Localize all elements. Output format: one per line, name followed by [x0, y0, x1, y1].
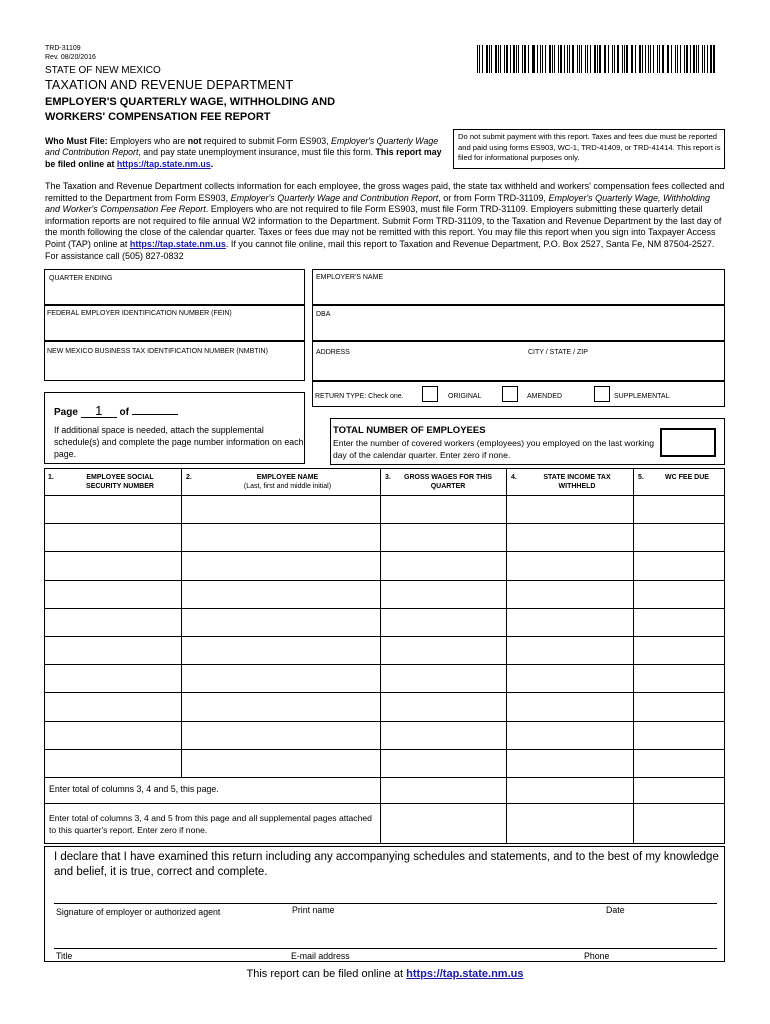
address-field[interactable]	[312, 341, 725, 381]
barcode-bar	[662, 45, 664, 73]
fein-label: FEDERAL EMPLOYER IDENTIFICATION NUMBER (FEIN)	[47, 310, 232, 317]
supplemental-checkbox[interactable]	[594, 386, 610, 402]
barcode-bar	[516, 45, 517, 73]
barcode-bar	[513, 45, 514, 73]
page-box-instructions: If additional space is needed, attach the supplemental schedule(s) and complete the page number information on each page.	[54, 425, 304, 459]
barcode-bar	[579, 45, 580, 73]
table-row-line	[44, 749, 725, 750]
total-employees-title: TOTAL NUMBER OF EMPLOYEES	[333, 425, 486, 436]
intro-text-3: . Employers who are not required to file Form ES903, must file Form TRD-31109. Employers submitting these quarterly detail information reports are not required to file annual W2 information to the Department. Submit Form TRD-31109, to the Taxation and Revenue Department by the last day of the month following the close of the calendar quarter. Taxes or fees due may not be remitted with this report. You may file this report when you sign into Taxpayer Access Point (TAP) online at	[45, 204, 722, 249]
who-must-file-not: not	[187, 136, 202, 146]
intro-text-4: . If you cannot file online, mail this report to Taxation and Revenue Department, P.O. Box 2527, Santa Fe, NM 87504-2527. For assistance call (505) 827-0832	[45, 238, 715, 261]
tap-link[interactable]: https://tap.state.nm.us	[116, 158, 211, 169]
barcode-bar	[549, 45, 551, 73]
form-title-line1: EMPLOYER'S QUARTERLY WAGE, WITHHOLDING AND	[45, 96, 336, 108]
table-row-line	[44, 551, 725, 552]
total-employees-input[interactable]	[660, 428, 716, 457]
barcode-bar	[690, 45, 691, 73]
signature-label: Signature of employer or authorized agent	[56, 907, 221, 917]
signature-line	[54, 903, 717, 904]
who-must-file-text: Employers who are	[107, 136, 188, 146]
barcode-bar	[677, 45, 678, 73]
barcode-bar	[614, 45, 615, 73]
barcode-bar	[545, 45, 546, 73]
who-must-file-label: Who Must File:	[45, 136, 108, 146]
col4-number: 4.	[511, 474, 517, 481]
phone-label: Phone	[584, 951, 610, 961]
page-of-row	[54, 404, 178, 420]
barcode-bar	[631, 45, 632, 73]
col2-header: EMPLOYEE NAME	[256, 474, 319, 481]
barcode-bar	[604, 45, 605, 73]
col3-number: 3.	[385, 474, 391, 481]
total-all-pages-label: Enter total of columns 3, 4 and 5 from this page and all supplemental pages attached to this quarter's report. Enter zero if none.	[49, 813, 372, 835]
page-label: Page	[54, 407, 81, 418]
barcode-bar	[612, 45, 613, 73]
supplemental-label: SUPPLEMENTAL	[614, 393, 670, 400]
es903-form-name: Employer's Quarterly Wage and Contribution Report	[45, 136, 439, 158]
barcode-bar	[577, 45, 578, 73]
barcode-bar	[510, 45, 511, 73]
barcode-bar	[639, 45, 641, 73]
barcode-bar	[599, 45, 600, 73]
page-number-field[interactable]: 1	[81, 404, 117, 418]
footer	[0, 968, 770, 980]
barcode-bar	[479, 45, 480, 73]
barcode-bar	[486, 45, 488, 73]
barcode-bar	[491, 45, 492, 73]
barcode-bar	[680, 45, 681, 73]
table-row-line	[44, 636, 725, 637]
table-row-line	[44, 523, 725, 524]
barcode-bar	[667, 45, 668, 73]
barcode-bar	[675, 45, 676, 73]
barcode-bar	[635, 45, 636, 73]
intro-tap-link[interactable]: https://tap.state.nm.us	[129, 238, 226, 249]
barcode-bar	[698, 45, 699, 73]
print-name-label: Print name	[292, 905, 335, 915]
employer-name-label: EMPLOYER'S NAME	[316, 274, 384, 281]
date-label: Date	[606, 905, 625, 915]
col2-number: 2.	[186, 474, 192, 481]
city-state-zip-label: CITY / STATE / ZIP	[528, 349, 588, 356]
table-row-line	[44, 692, 725, 693]
col5-number: 5.	[638, 474, 644, 481]
who-must-file	[45, 136, 449, 170]
barcode-bar	[564, 45, 565, 73]
barcode-bar	[500, 45, 501, 73]
dba-label: DBA	[316, 311, 331, 318]
barcode-bar	[594, 45, 596, 73]
barcode-bar	[558, 45, 559, 73]
who-must-file-end: .	[210, 158, 214, 169]
department-name: TAXATION AND REVENUE DEPARTMENT	[45, 78, 294, 92]
notice-text: Do not submit payment with this report. Taxes and fees due must be reported and paid using forms ES903, WC-1, TRD-41409, or TRD-41414. This report is filed for informational purposes only.	[458, 132, 721, 162]
intro-form-trd31109: Employer's Quarterly Wage, Withholding and Worker's Compensation Fee Report	[45, 192, 710, 215]
barcode-bar	[632, 45, 633, 73]
barcode-bar	[626, 45, 627, 73]
barcode-bar	[597, 45, 598, 73]
barcode-bar	[659, 45, 660, 73]
who-must-file-text3: , and pay state unemployment insurance, must file this form.	[138, 147, 376, 158]
barcode-bar	[648, 45, 649, 73]
barcode-bar	[477, 45, 478, 73]
table-row-line	[44, 721, 725, 722]
barcode-bar	[657, 45, 658, 73]
amended-checkbox[interactable]	[502, 386, 518, 402]
page-total-field[interactable]	[132, 405, 178, 415]
barcode-bar	[572, 45, 574, 73]
col2-subheader: (Last, first and middle initial)	[243, 483, 332, 490]
barcode-bar	[704, 45, 705, 73]
who-must-file-text2: required to submit Form ES903,	[201, 136, 331, 146]
quarter-ending-label: QUARTER ENDING	[49, 275, 113, 282]
title-line	[54, 948, 717, 949]
barcode-bar	[684, 45, 685, 73]
barcode-bar	[552, 45, 553, 73]
barcode-bar	[569, 45, 570, 73]
barcode-bar	[524, 45, 526, 73]
barcode-bar	[710, 45, 712, 73]
barcode-bar	[668, 45, 669, 73]
barcode-bar	[532, 45, 533, 73]
title-label: Title	[56, 951, 73, 961]
barcode-bar	[696, 45, 697, 73]
col-divider-4	[633, 468, 634, 844]
nmbtin-label: NEW MEXICO BUSINESS TAX IDENTIFICATION NUMBER (NMBTIN)	[47, 348, 268, 355]
totals-divider-2	[44, 803, 725, 804]
barcode-bar	[528, 45, 529, 73]
col1-number: 1.	[48, 474, 54, 481]
barcode-bar	[608, 45, 609, 73]
revision-date: Rev. 08/20/2016	[45, 54, 96, 61]
barcode-bar	[533, 45, 534, 73]
barcode-bar	[693, 45, 694, 73]
barcode-bar	[560, 45, 561, 73]
table-row-line	[44, 580, 725, 581]
barcode-bar	[504, 45, 505, 73]
declaration-text: I declare that I have examined this return including any accompanying schedules and statements, and to the best of my knowledge and belief, it is true, correct and complete.	[54, 851, 719, 878]
original-label: ORIGINAL	[448, 393, 482, 400]
barcode-bar	[489, 45, 490, 73]
table-row-line	[44, 664, 725, 665]
barcode-bar	[653, 45, 654, 73]
barcode-bar	[567, 45, 568, 73]
barcode-bar	[522, 45, 523, 73]
barcode	[477, 45, 717, 73]
col3-header: GROSS WAGES FOR THIS QUARTER	[404, 474, 492, 490]
dba-field[interactable]	[312, 305, 725, 341]
barcode-bar	[605, 45, 606, 73]
barcode-bar	[671, 45, 672, 73]
col-divider-3	[506, 468, 507, 844]
intro-paragraph	[45, 181, 726, 262]
col-divider-2	[380, 468, 381, 844]
barcode-bar	[587, 45, 588, 73]
return-type-label: RETURN TYPE: Check one.	[315, 393, 404, 400]
form-number: TRD-31109	[45, 45, 81, 52]
amended-label: AMENDED	[527, 393, 563, 400]
form-title-line2: WORKERS' COMPENSATION FEE REPORT	[45, 111, 271, 123]
of-label: of	[116, 407, 132, 418]
barcode-bar	[585, 45, 586, 73]
barcode-bar	[542, 45, 543, 73]
barcode-bar	[645, 45, 646, 73]
total-employees-text: Enter the number of covered workers (employees) you employed on the last working day of the calendar quarter. Enter zero if none.	[333, 438, 654, 460]
email-label: E-mail address	[291, 951, 350, 961]
address-label: ADDRESS	[316, 349, 350, 356]
col-divider-1	[181, 468, 182, 777]
barcode-bar	[498, 45, 499, 73]
original-checkbox[interactable]	[422, 386, 438, 402]
col5-header: WC FEE DUE	[665, 474, 709, 481]
table-row-line	[44, 608, 725, 609]
col4-header: STATE INCOME TAX WITHHELD	[543, 474, 611, 490]
table-header-divider	[44, 495, 725, 496]
intro-form-es903: Employer's Quarterly Wage and Contribution Report	[230, 192, 439, 203]
barcode-bar	[713, 45, 714, 73]
barcode-bar	[581, 45, 582, 73]
barcode-bar	[707, 45, 708, 73]
state-name: STATE OF NEW MEXICO	[45, 65, 161, 76]
barcode-bar	[495, 45, 496, 73]
barcode-bar	[622, 45, 623, 73]
barcode-bar	[518, 45, 519, 73]
barcode-bar	[624, 45, 625, 73]
barcode-bar	[540, 45, 541, 73]
barcode-bar	[482, 45, 483, 73]
barcode-bar	[590, 45, 591, 73]
col1-header: EMPLOYEE SOCIAL SECURITY NUMBER	[86, 474, 154, 490]
barcode-bar	[617, 45, 619, 73]
totals-divider	[44, 777, 725, 778]
barcode-bar	[554, 45, 555, 73]
intro-text-1: The Taxation and Revenue Department collects information for each employee, the gross wages paid, the state tax withheld and workers' compensation fees collected and remitted to the Department from Form ES903,	[45, 181, 725, 203]
footer-tap-link[interactable]: https://tap.state.nm.us	[406, 968, 524, 980]
footer-text: This report can be filed online at	[246, 968, 407, 980]
file-online-text: This report may be filed online at	[45, 147, 442, 169]
barcode-bar	[650, 45, 651, 73]
barcode-bar	[702, 45, 703, 73]
barcode-bar	[642, 45, 643, 73]
barcode-bar	[686, 45, 688, 73]
barcode-bar	[537, 45, 538, 73]
barcode-bar	[506, 45, 508, 73]
intro-text-2: , or from Form TRD-31109,	[438, 192, 549, 203]
total-this-page-label: Enter total of columns 3, 4 and 5, this page.	[49, 784, 219, 794]
